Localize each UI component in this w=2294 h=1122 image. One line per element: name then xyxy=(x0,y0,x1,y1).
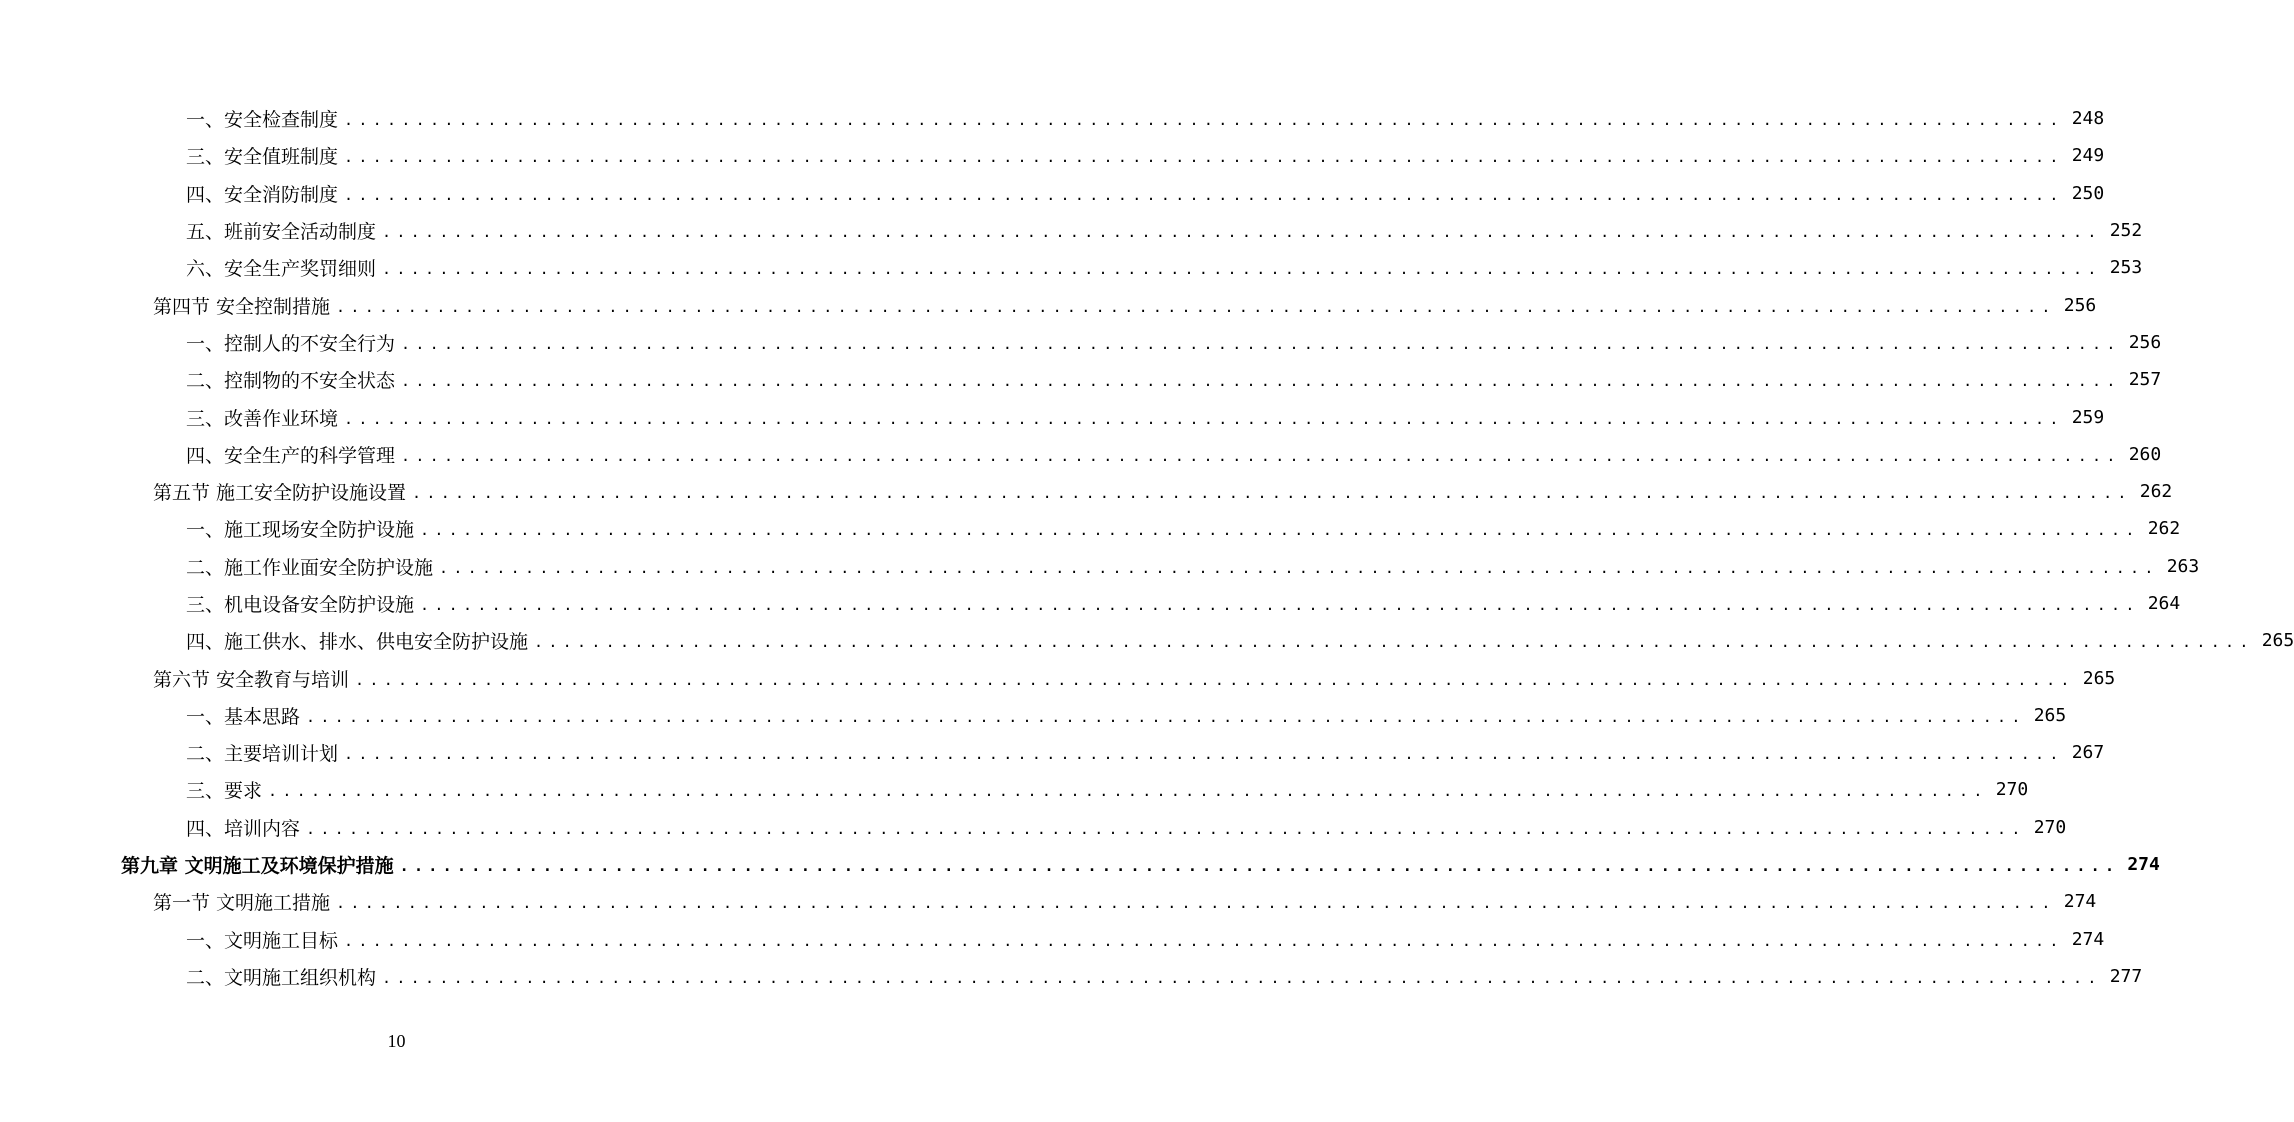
toc-dot-leader: ........................................................................................................................ xyxy=(344,148,2064,167)
toc-entry-page: 252 xyxy=(2109,220,2143,242)
toc-entry-title: 一、基本思路 xyxy=(186,705,301,728)
toc-entry-title: 一、控制人的不安全行为 xyxy=(186,332,396,355)
toc-entry[interactable] xyxy=(0,846,2160,883)
toc-dot-leader: ........................................................................................................................ xyxy=(355,670,2075,689)
toc-entry-title: 五、班前安全活动制度 xyxy=(186,221,377,244)
page-number: 10 xyxy=(387,1031,406,1051)
toc-dot-leader: ........................................................................................................................ xyxy=(306,819,2026,838)
toc-entry[interactable] xyxy=(0,659,2116,696)
toc-entry-title: 三、改善作业环境 xyxy=(186,407,339,430)
toc-entry[interactable] xyxy=(0,324,2162,361)
toc-entry-title: 二、控制物的不安全状态 xyxy=(186,370,396,393)
toc-entry[interactable] xyxy=(0,473,2173,510)
toc-entry-title: 一、文明施工目标 xyxy=(186,929,339,952)
toc-entry-page: 265 xyxy=(2082,667,2116,689)
toc-entry-page: 265 xyxy=(2033,704,2067,726)
toc-entry[interactable] xyxy=(0,771,2029,808)
toc-entry[interactable] xyxy=(0,212,2143,249)
toc-dot-leader: ........................................................................................................................ xyxy=(336,894,2056,913)
toc-entry-page: 270 xyxy=(2033,816,2067,838)
toc-entry-title: 二、施工作业面安全防护设施 xyxy=(186,556,434,579)
toc-entry-title: 一、施工现场安全防护设施 xyxy=(186,519,415,542)
toc-dot-leader: ........................................................................................................................ xyxy=(399,857,2120,876)
toc-dot-leader: ........................................................................................................................ xyxy=(344,185,2064,204)
toc-dot-leader: ........................................................................................................................ xyxy=(306,707,2026,726)
toc-entry-title: 四、安全消防制度 xyxy=(186,183,339,206)
toc-entry[interactable] xyxy=(0,249,2143,286)
toc-dot-leader: ........................................................................................................................ xyxy=(382,260,2102,279)
toc-entry-title: 三、安全值班制度 xyxy=(186,146,339,169)
toc-entry-title: 四、安全生产的科学管理 xyxy=(186,444,396,467)
toc-dot-leader: ........................................................................................................................ xyxy=(382,223,2102,242)
toc-entry[interactable] xyxy=(0,809,2067,846)
toc-entry-title: 四、施工供水、排水、供电安全防护设施 xyxy=(186,631,529,654)
toc-entry-page: 262 xyxy=(2139,481,2173,503)
toc-dot-leader: ........................................................................................................................ xyxy=(344,931,2064,950)
toc-dot-leader: ........................................................................................................................ xyxy=(344,409,2064,428)
toc-entry-page: 257 xyxy=(2128,369,2162,391)
toc-dot-leader: ........................................................................................................................ xyxy=(268,782,1988,801)
toc-dot-leader: ........................................................................................................................ xyxy=(401,372,2121,391)
toc-entry-page: 265 xyxy=(2261,630,2294,652)
toc-entry[interactable] xyxy=(0,175,2105,212)
toc-dot-leader: ........................................................................................................................ xyxy=(344,745,2064,764)
toc-entry-title: 四、培训内容 xyxy=(186,817,301,840)
toc-entry-page: 256 xyxy=(2128,331,2162,353)
toc-entry-page: 270 xyxy=(1995,779,2029,801)
toc-dot-leader: ........................................................................................................................ xyxy=(439,558,2159,577)
toc-entry-page: 274 xyxy=(2063,891,2097,913)
toc-entry[interactable] xyxy=(0,548,2200,585)
toc-entry-page: 248 xyxy=(2071,108,2105,130)
toc-entry[interactable] xyxy=(0,510,2181,547)
toc-entry-page: 267 xyxy=(2071,742,2105,764)
toc-entry-page: 277 xyxy=(2109,965,2143,987)
toc-entry-page: 249 xyxy=(2071,145,2105,167)
toc-entry[interactable] xyxy=(0,921,2105,958)
toc-entry-title: 第九章 文明施工及环境保护措施 xyxy=(121,855,394,878)
toc-dot-leader: ........................................................................................................................ xyxy=(412,484,2132,503)
toc-entry-title: 第五节 施工安全防护设施设置 xyxy=(153,482,407,505)
toc-entry[interactable] xyxy=(0,958,2143,995)
toc-entry-page: 250 xyxy=(2071,182,2105,204)
toc-dot-leader: ........................................................................................................................ xyxy=(401,334,2121,353)
toc-entry-page: 256 xyxy=(2063,294,2097,316)
toc-entry-title: 三、要求 xyxy=(186,780,263,803)
table-of-contents xyxy=(0,100,2294,995)
toc-entry-page: 253 xyxy=(2109,257,2143,279)
toc-dot-leader: ........................................................................................................................ xyxy=(344,111,2064,130)
toc-dot-leader: ........................................................................................................................ xyxy=(420,596,2140,614)
toc-entry-title: 三、机电设备安全防护设施 xyxy=(186,594,415,616)
toc-entry[interactable] xyxy=(0,436,2162,473)
toc-entry[interactable] xyxy=(0,883,2097,920)
toc-entry-page: 263 xyxy=(2166,555,2200,577)
toc-entry-title: 第六节 安全教育与培训 xyxy=(153,668,350,691)
toc-entry[interactable] xyxy=(0,622,2294,659)
toc-entry-title: 六、安全生产奖罚细则 xyxy=(186,258,377,281)
toc-dot-leader: ........................................................................................................................ xyxy=(534,633,2254,652)
toc-entry[interactable] xyxy=(0,585,2181,622)
toc-dot-leader: ........................................................................................................................ xyxy=(401,446,2121,465)
toc-entry-title: 二、主要培训计划 xyxy=(186,743,339,766)
toc-entry-page: 259 xyxy=(2071,406,2105,428)
toc-entry-title: 一、安全检查制度 xyxy=(186,109,339,132)
toc-entry[interactable] xyxy=(0,100,2105,137)
toc-entry-title: 第四节 安全控制措施 xyxy=(153,295,331,318)
toc-entry[interactable] xyxy=(0,398,2105,435)
toc-dot-leader: ........................................................................................................................ xyxy=(336,297,2056,316)
toc-dot-leader: ........................................................................................................................ xyxy=(420,521,2140,540)
toc-entry-title: 二、文明施工组织机构 xyxy=(186,966,377,989)
toc-entry[interactable] xyxy=(0,137,2105,174)
toc-entry[interactable] xyxy=(0,286,2097,323)
toc-entry-page: 274 xyxy=(2071,928,2105,950)
toc-entry-title: 第一节 文明施工措施 xyxy=(153,892,331,915)
toc-entry-page: 264 xyxy=(2147,593,2181,614)
toc-entry-page: 274 xyxy=(2127,854,2160,876)
toc-entry[interactable] xyxy=(0,697,2067,734)
toc-dot-leader: ........................................................................................................................ xyxy=(382,968,2102,987)
toc-entry-page: 262 xyxy=(2147,518,2181,540)
toc-entry[interactable] xyxy=(0,734,2105,771)
toc-entry-page: 260 xyxy=(2128,443,2162,465)
toc-entry[interactable] xyxy=(0,361,2162,398)
